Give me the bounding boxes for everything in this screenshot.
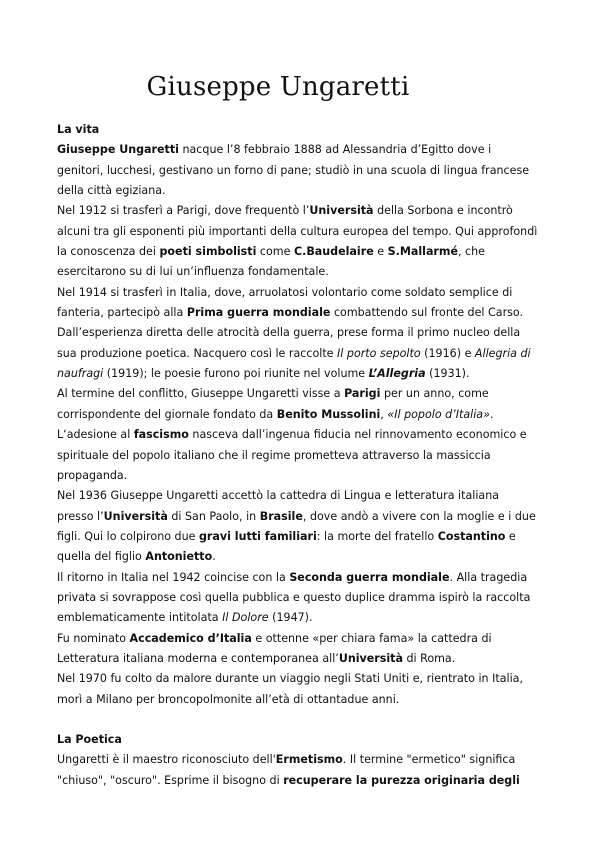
document-body xyxy=(57,120,539,791)
document-title: Giuseppe Ungaretti xyxy=(146,72,410,102)
bold-text: Accademico d’Italia xyxy=(129,631,252,645)
paragraph xyxy=(57,283,539,385)
text-run: : la morte del fratello xyxy=(316,529,438,543)
text-run: per un anno, come corrispondente del giornale fondato da xyxy=(57,387,489,421)
text-run: come xyxy=(256,245,294,259)
paragraph xyxy=(57,201,539,282)
text-run: Fu nominato xyxy=(57,631,130,645)
paragraph xyxy=(57,750,539,791)
paragraph xyxy=(57,629,539,670)
section-heading: La vita xyxy=(57,123,100,136)
text-run: . xyxy=(489,407,494,421)
bold-text: Benito Mussolini xyxy=(276,407,381,421)
text-run: (1916) e xyxy=(420,346,475,360)
text-run: e quella del figlio xyxy=(57,529,516,564)
bold-text: Brasile xyxy=(259,509,303,523)
text-run: (1931). xyxy=(425,367,470,381)
section-heading: La Poetica xyxy=(57,732,122,746)
bold-text: Parigi xyxy=(344,387,381,401)
text-run: nasceva dall’ingenua fiducia nel rinnovamento economico e spirituale del popolo italiano che il regime prometteva attraverso la massiccia propaganda. xyxy=(57,428,527,482)
bold-text: C.Baudelaire xyxy=(293,245,374,259)
paragraph xyxy=(57,486,539,567)
text-run: (1947). xyxy=(268,611,313,625)
bold-text: Università xyxy=(103,509,168,523)
bold-text: Ermetismo xyxy=(275,753,343,767)
bold-text: Costantino xyxy=(437,529,506,543)
section-spacer xyxy=(57,710,539,730)
text-run: . xyxy=(212,550,216,564)
text-run: Nel 1914 si trasferì in Italia, dove, arruolatosi volontario come soldato semplice di fanteria, partecipò alla xyxy=(57,285,513,320)
bold-text: S.Mallarmé xyxy=(387,245,458,259)
text-run: e xyxy=(373,245,388,259)
text-run: della Sorbona e incontrò alcuni tra gli esponenti più importanti della cultura europea del tempo. Qui approfondì la conoscenza dei xyxy=(57,204,538,259)
text-run: e ottenne «per chiara fama» la cattedra di Letteratura italiana moderna e contemporanea all’ xyxy=(57,631,492,665)
bold-text: Università xyxy=(338,651,403,665)
text-run: L‘adesione al xyxy=(57,428,134,442)
text-run: , che esercitarono su di lui un’influenza fondamentale. xyxy=(57,245,486,279)
paragraph xyxy=(57,669,539,710)
bold-text: poeti simbolisti xyxy=(159,245,257,259)
italic-text: «Il popolo d’Italia» xyxy=(387,407,490,421)
italic-text: Il porto sepolto xyxy=(337,346,421,360)
text-run: Il ritorno in Italia nel 1942 coincise con la xyxy=(57,570,290,584)
text-run: Nel 1936 Giuseppe Ungaretti accettò la cattedra di Lingua e letteratura italiana presso l’ xyxy=(57,489,500,523)
bold-text: Giuseppe Ungaretti xyxy=(57,143,179,157)
text-run: di San Paolo, in xyxy=(167,509,260,523)
text-run: . Il termine "ermetico" significa "chiuso", "oscuro". Esprime il bisogno di xyxy=(57,753,516,787)
paragraph xyxy=(57,568,539,629)
text-run: Ungaretti è il maestro riconosciuto dell' xyxy=(57,753,276,767)
bold-text: Antonietto xyxy=(145,550,213,564)
italic-text: Allegria di naufragi xyxy=(57,346,531,381)
bold-text: recuperare la purezza originaria degli xyxy=(283,773,520,787)
paragraph xyxy=(57,140,539,201)
paragraph xyxy=(57,425,539,486)
bold-text: Seconda guerra mondiale xyxy=(289,570,450,584)
bold-text: Prima guerra mondiale xyxy=(186,306,331,320)
text-run: di Roma. xyxy=(402,651,456,665)
text-run: (1919); le poesie furono poi riunite nel volume xyxy=(103,367,369,381)
bold-text: fascismo xyxy=(133,428,189,442)
text-run: Nel 1912 si trasferì a Parigi, dove frequentò l’ xyxy=(57,204,310,218)
text-run: Nel 1970 fu colto da malore durante un viaggio negli Stati Uniti e, rientrato in Italia, morì a Milano per broncopolmonite all’età di ottantadue anni. xyxy=(57,672,524,706)
text-run: nacque l’8 febbraio 1888 ad Alessandria d’Egitto dove i genitori, lucchesi, gestivano un forno di pane; studiò in una scuola di lingua francese della città egiziana. xyxy=(57,143,530,198)
bold-text: L’Allegria xyxy=(368,367,426,381)
text-run: , dove andò a vivere con la moglie e i due figli. Qui lo colpirono due xyxy=(57,509,536,543)
bold-text: gravi lutti familiari xyxy=(198,529,317,543)
italic-text: Il Dolore xyxy=(222,611,269,625)
paragraph xyxy=(57,384,539,425)
text-run: , xyxy=(380,407,388,421)
text-run: . Alla tragedia privata si sovrappose così quella pubblica e questo duplice dramma ispirò la raccolta emblematicamente intitolata xyxy=(57,570,531,625)
bold-text: Università xyxy=(309,204,374,218)
text-run: Al termine del conflitto, Giuseppe Ungaretti visse a xyxy=(57,387,345,401)
text-run: combattendo sul fronte del Carso. Dall’esperienza diretta delle atrocità della guerra, prese forma il primo nucleo della sua produzione poetica. Nacquero così le raccolte xyxy=(57,306,524,360)
